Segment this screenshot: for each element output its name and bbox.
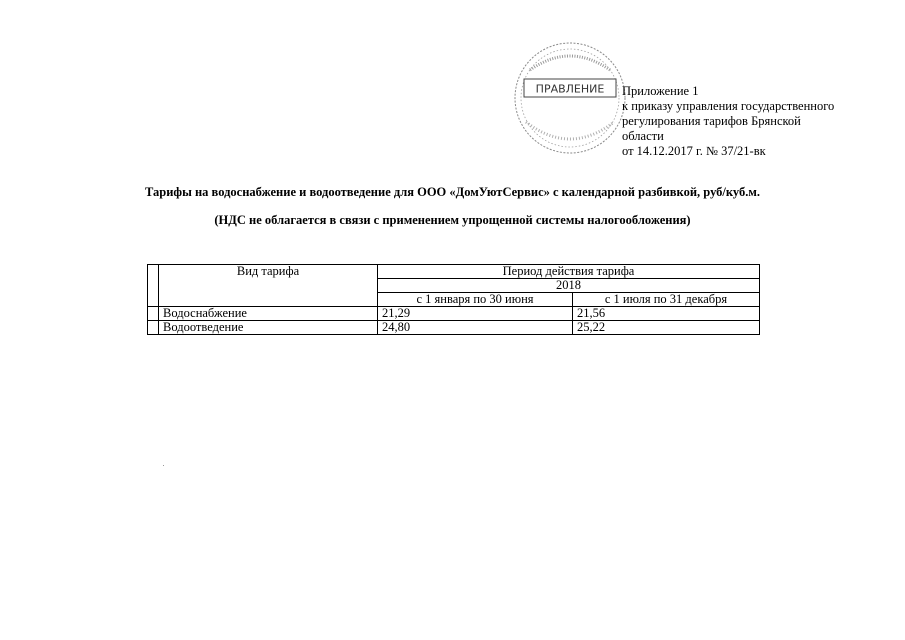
- row-name: Водоотведение: [159, 321, 378, 335]
- appendix-line-3: регулирования тарифов Брянской: [622, 114, 801, 128]
- header-period: Период действия тарифа: [378, 265, 760, 279]
- appendix-line-1: Приложение 1: [622, 84, 699, 98]
- row-name: Водоснабжение: [159, 307, 378, 321]
- scan-artifact: [163, 465, 164, 466]
- document-title: Тарифы на водоснабжение и водоотведение для ООО «ДомУютСервис» с календарной разбивкой, руб/куб.м.: [144, 185, 761, 199]
- appendix-line-5: от 14.12.2017 г. № 37/21-вк: [622, 144, 766, 158]
- index-column-cell: [148, 265, 159, 307]
- appendix-line-2: к приказу управления государственного: [622, 99, 835, 113]
- document-subtitle: (НДС не облагается в связи с применением упрощенной системы налогообложения): [214, 213, 691, 227]
- header-period-1: с 1 января по 30 июня: [378, 293, 573, 307]
- table-header-row: [148, 265, 760, 279]
- header-year: 2018: [378, 279, 760, 293]
- stamp-text: ПРАВЛЕНИЕ: [535, 82, 605, 96]
- row-index-cell: [148, 307, 159, 321]
- row-value-period-1: 24,80: [378, 321, 573, 335]
- appendix-block: [622, 84, 882, 159]
- header-tariff-type: Вид тарифа: [159, 265, 378, 307]
- official-stamp: [512, 40, 628, 156]
- row-index-cell: [148, 321, 159, 335]
- row-value-period-2: 21,56: [573, 307, 760, 321]
- row-value-period-2: 25,22: [573, 321, 760, 335]
- tariff-table: [147, 264, 760, 335]
- row-value-period-1: 21,29: [378, 307, 573, 321]
- table-row: [148, 307, 760, 321]
- appendix-line-4: области: [622, 129, 664, 143]
- table-row: [148, 321, 760, 335]
- header-period-2: с 1 июля по 31 декабря: [573, 293, 760, 307]
